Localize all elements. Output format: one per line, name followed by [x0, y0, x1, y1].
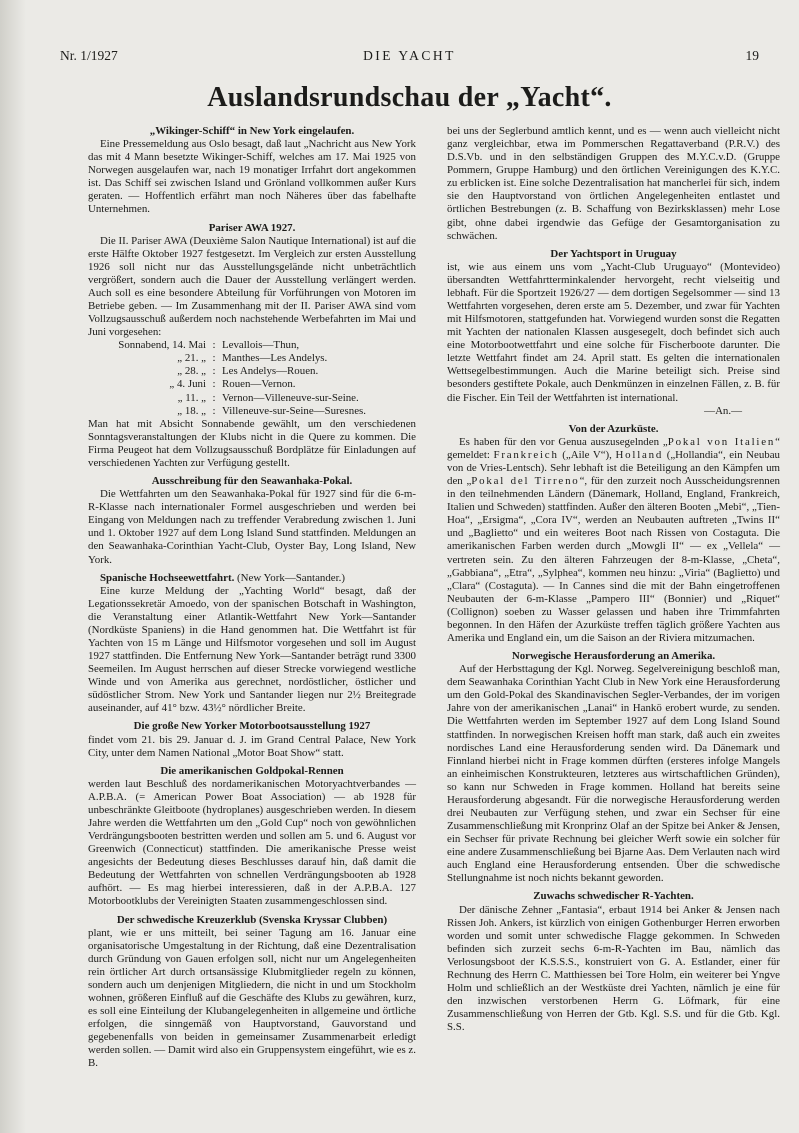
trophy-name-italien: Pokal von Italien	[667, 435, 776, 448]
section-lead-spanische: Spanische Hochseewettfahrt.	[99, 571, 235, 584]
section-body-uruguay: ist, wie aus einem uns vom „Yacht-Club Uruguayo“ (Montevideo) übersandten Wettfahrtterminkalender hervorgeht, recht vielseitig und lebhaft. Für die Sportzeit 1926/27 — dem dortigen Segelsommer — sind 13 Wettfahrten vorgesehen, deren erste am 5. Dezember, und zwar für Yachten mit Hilfsmotoren, stattgefunden hat. Vorwiegend wurden sonst die Regatten mit Yachten der nationalen Klassen ausgesegelt, doch befindet sich auch eine Motorbootwettfahrt und eine solche für Fischerboote darunter. Die letzte Wettfahrt findet am 24. April statt. Es gelten die internationalen Wettsegelbestimmungen. Auch die Marine beteiligt sich. Preise sind besonders gestiftete Pokale, auch Denkmünzen in einzelnen Fällen, z. B. für die Fischer. Ein Teil der Wettfahrten ist international.	[447, 260, 780, 404]
section-body-kreuzerklub-cont: bei uns der Seglerbund amtlich kennt, und es — wenn auch vielleicht nicht ganz vergleichbar, etwa im Pommerschen Regattaverband (P.R.V.) des D.S.Vb. und in den selbständigen Gruppen des M.Y.C.v.D. (Gruppe Pommern, Gruppe Hamburg) und den örtlichen Vereinigungen des K.Y.C. zu erblicken ist. Eine solche Dezentralisation hat mancherlei für sich, indem sie den Hauptvorstand von örtlichen Angelegenheiten entlastet und örtlichen Bestrebungen (z. B. Schaffung von Bezirksklassen) mehr Lose gibt, ohne dabei irgendwie das Gefüge der Gesamtorganisation zu schwächen.	[447, 125, 780, 242]
section-body-norwegische: Auf der Herbsttagung der Kgl. Norweg. Segelvereinigung beschloß man, dem Seawanhaka Corinthian Yacht Club in New York eine Herausforderung um den Gold-Pokal des Skandinavischen Segler-Verbandes, der im vorigen Jahre von der amerikanischen „Lanai“ in Hankö erobert wurde, zu senden. Die Wettfahrten werden im September 1927 auf dem Long Island Sound stattfinden. In norwegischen Kreisen hofft man stark, daß auch ein zweites nordisches Land eine Herausforderung senden wird. Da Dänemark und Finnland hierbei nicht in Frage kommen dürften (ersteres infolge Mangels an einheimischen Konstrukteuren, letzteres aus wirtschaftlichen Gründen), so kann nur Schweden in Frage kommen. Holland hat bereits seine Herausforderung abgesandt. Für die norwegische Herausforderung werden drei Neubauten zur Verfügung stehen, und zwar ein Sechser für eine Zusammenschließung mit Kronprinz Olaf an der Spitze bei Anker & Jensen, ein Sechser für private Rechnung bei gleicher Werft sowie ein solcher für eine andere Zusammenschließung bei Bjarne Aas. Dem Verlauten nach wird auch England eine Herausforderung entsenden. Über die schwedische Stellungnahme ist noch nichts bekannt geworden.	[447, 663, 780, 885]
schedule-date: „ 4. Juni	[169, 378, 206, 391]
running-header	[60, 48, 759, 66]
section-title-norwegische: Norwegische Herausforderung an Amerika.	[511, 650, 716, 663]
text-run: („Hollandia“, ein Neubau von de Vries-Lentsch). Sehr lebhaft ist die Beteiligung an den Kämpfen um den „	[447, 448, 780, 488]
section-lead-rest: (New York—Santander.)	[234, 571, 346, 584]
magazine-name: DIE YACHT	[363, 48, 456, 63]
schedule-row: „ 11. „ : Vernon—Villeneuve-sur-Seine.	[88, 392, 416, 405]
page-number: 19	[745, 48, 759, 63]
section-title-kreuzerklub: Der schwedische Kreuzerklub (Svenska Kryssar Clubben)	[116, 913, 388, 926]
werbefahrten-schedule	[88, 339, 416, 417]
schedule-date: „ 21. „	[177, 352, 206, 365]
section-body-pariser-awa-2: Man hat mit Absicht Sonnabende gewählt, um den verschiedenen Sonntagsveranstaltungen der Klubs nicht in die Quere zu kommen. Die Firma Peugeot hat dem Vollzugsausschuß Bordplätze für Einladungen auf verschiedenen Yachten zur Verfügung gestellt.	[88, 417, 416, 469]
schedule-date: „ 18. „	[177, 404, 206, 417]
schedule-route: Levallois—Thun,	[222, 339, 300, 352]
schedule-route: Manthes—Les Andelys.	[222, 352, 328, 365]
section-body-schwedische-r-yachten: Der dänische Zehner „Fantasia“, erbaut 1914 bei Anker & Jensen nach Rissen Joh. Ankers, ist kürzlich von einigen Gothenburger Herren erworben worden und somit unter schwedische Flagge gekommen. In Schweden befinden sich zurzeit sechs 6-m-R-Yachten im Bau, nämlich das Verlosungsboot der K.S.S.S., konstruiert von G. A. Estlander, einer für Rechnung des Herrn C. Matthiessen bei Tore Holm, ein weiterer bei Yngve Holm und schließlich an der Westküste drei Yachten, nämlich je eine für den inzwischen verstorbenen Herrn G. Löfmark, für eine Zusammenschließung von Herren der Gtb. Kgl. S.S. und für die Gtb. Kgl. S.S.	[447, 903, 780, 1034]
section-spanische-hochsee	[88, 572, 416, 585]
country-holland: Holland	[615, 448, 664, 461]
text-run: („Aile V“),	[558, 448, 616, 461]
section-title-azurkueste: Von der Azurküste.	[568, 422, 659, 435]
schedule-row: „ 18. „ : Villeneuve-sur-Seine—Suresnes.	[88, 405, 416, 418]
section-body-seawanhaka: Die Wettfahrten um den Seawanhaka-Pokal für 1927 sind für die 6-m-R-Klasse nach internationaler Formel ausgeschrieben und werden bei Eingang von Meldungen nach zu treffender Verabredung zwischen 1. Juni und 1. Oktober 1927 auf dem Long Island Sund stattfinden. Meldungen an den Seawanhaka-Corinthian Yacht-Club, Oyster Bay, Long Island, New York.	[88, 488, 416, 566]
section-body-pariser-awa: Die II. Pariser AWA (Deuxième Salon Nautique International) ist auf die erste Hälfte Oktober 1927 festgesetzt. Im Vergleich zur ersten Ausstellung 1926 soll nicht nur das Ausstellungsgelände nicht unbeträchtlich vergrößert, sondern auch die Dauer der Ausstellung verlängert werden. Auch soll es eine besondere Abteilung für Vorführungen von Motoren im Betriebe geben. — Im Zusammenhang mit der II. Pariser AWA sind vom Vollzugsausschuß außerdem noch nachstehende Werbefahrten im Mai und Juni vorgesehen:	[88, 234, 416, 339]
section-body-spanische: Eine kurze Meldung der „Yachting World“ besagt, daß der Legationssekretär Amoedo, von der spanischen Botschaft in Washington, die Veranstaltung einer Atlantik-Wettfahrt New York—Santander (Nordküste Spaniens) in die Hand genommen hat. Die Wettfahrt ist für Yachten von 15 m Länge und Hilfsmotor vorgesehen und soll im August 1927 stattfinden. Die Entfernung New York—Santander beträgt rund 3300 Seemeilen. Im August herrschen auf dieser Strecke vorwiegend westliche Winde und von Amerika aus gerechnet, nordöstlicher, östlicher und südöstlicher Strom. New York und Santander liegen nur 2½ Breitegrade auseinander, auf 41° bzw. 43½° nördlicher Breite.	[88, 584, 416, 715]
page-title: Auslandsrundschau der „Yacht“.	[207, 82, 612, 113]
section-body-goldpokal: werden laut Beschluß des nordamerikanischen Motoryachtverbandes — A.P.B.A. (= American Power Boat Association) — ab 1928 für unbeschränkte Gleitboote (hydroplanes) ausgeschrieben werden. In diesem Jahre werden die Wettfahrten um den „Gold Cup“ noch von gewöhnlichen Verdrängungsbooten bestritten werden und sollen am 5. und 6. August vor Greenwich (Connecticut) stattfinden. Die amerikanische Presse weist angesichts der Bedeutung dieses Beschlusses darauf hin, daß damit die Bedeutung der Wettfahrten von schnellen Verdrängungsbooten ab 1928 aufhört. — Es mag hierbei interessieren, daß in der A.P.B.A. 127 Motorbootklubs der Vereinigten Staaten zusammengeschlossen sind.	[88, 777, 416, 908]
schedule-row: Sonnabend, 14. Mai : Levallois—Thun,	[88, 339, 416, 352]
section-title-seawanhaka: Ausschreibung für den Seawanhaka-Pokal.	[151, 475, 353, 488]
schedule-date: Sonnabend, 14. Mai	[118, 339, 206, 352]
schedule-date: „ 28. „	[177, 365, 206, 378]
section-title-goldpokal: Die amerikanischen Goldpokal-Rennen	[160, 764, 344, 777]
text-run: “, für den zurzeit noch Ausscheidungsrennen in den teilnehmenden Ländern (Dänemark, Holland, England, Frankreich, Italien und Schweden) stattfinden. Außer den älteren Booten „Mebi“, „Tien-Hoa“, „Ersigma“, „Cora IV“, werden an Neubauten auftreten „Twins II“ und „Baglietto“ und ein weiteres Boot nach Rissen von Costaguta. Die amerikanischen Farben werden durch „Mowgli II“ — ex „Vellela“ — vertreten sein. Zu den älteren Fahrzeugen der 8-m-Klasse, „Cheta“, „Gabbiana“, „Etra“, „Sylphea“, kommen neu hinzu: „Viria“ (Baglietto) und „Clara“ (Costaguta). — In Cannes sind die mit der Bahn eingetroffenen Neubauten der 6-m-Klasse „Pampero III“ (Bonnier) und „Riquet“ (Collignon) soeben zu Wasser gelassen und haben ihre Trimmfahrten begonnen. In den Häfen der Azurküste treffen täglich größere Yachten aus Amerika und England ein, um die Saison an der Riviera mitzumachen.	[447, 475, 780, 644]
section-title-wikinger: „Wikinger-Schiff“ in New York eingelaufen.	[149, 125, 355, 137]
country-frankreich: Frankreich	[493, 448, 559, 461]
section-title-motorbootsausstellung: Die große New Yorker Motorbootsausstellung 1927	[133, 720, 371, 733]
section-body-azurkueste	[447, 436, 780, 645]
schedule-route: Villeneuve-sur-Seine—Suresnes.	[222, 404, 366, 417]
section-title-uruguay: Der Yachtsport in Uruguay	[550, 247, 677, 260]
issue-number: Nr. 1/1927	[60, 48, 118, 63]
schedule-row: „ 21. „ : Manthes—Les Andelys.	[88, 352, 416, 365]
author-signature: —An.—	[704, 404, 742, 417]
right-column	[447, 125, 780, 1034]
section-body-kreuzerklub: plant, wie er uns mitteilt, bei seiner Tagung am 16. Januar eine organisatorische Umgestaltung in der Richtung, daß eine Dezentralisation durch Gründung von Gauen erfolgen soll, nicht nur um Angelegenheiten rein örtlicher Art durch ortsansässige Klubmitglieder regeln zu können, sondern auch um denjenigen Mitgliedern, die nicht in und um Stockholm wohnen, größeren Einfluß auf die Geschäfte des Klubs zu gewähren, kurz, es soll eine Einteilung der Klubangelegenheiten in allgemeine und örtliche erfolgen, die sinngemäß von Hauptvorstand, Gauvorstand und gegebenenfalls von beiden in gemeinsamer Zusammenarbeit erledigt werden sollen. — Damit wird also ein Gruppensystem eingeführt, wie es z. B.	[88, 926, 416, 1070]
left-column	[88, 125, 416, 1070]
trophy-name-tirreno: Pokal del Tirreno	[471, 475, 580, 488]
schedule-route: Vernon—Villeneuve-sur-Seine.	[222, 391, 359, 404]
section-title-schwedische-r-yachten: Zuwachs schwedischer R-Yachten.	[533, 890, 694, 903]
schedule-date: „ 11. „	[177, 391, 206, 404]
section-body-motorbootsausstellung: findet vom 21. bis 29. Januar d. J. im Grand Central Palace, New York City, unter dem Namen National „Motor Boat Show“ statt.	[88, 733, 416, 759]
text-run: “ gemeldet:	[447, 435, 780, 461]
text-run: Es haben für den vor Genua auszusegelnden „	[458, 435, 668, 448]
schedule-row: „ 4. Juni : Rouen—Vernon.	[88, 378, 416, 391]
schedule-route: Rouen—Vernon.	[222, 378, 296, 391]
schedule-route: Les Andelys—Rouen.	[222, 365, 319, 378]
section-body-wikinger: Eine Pressemeldung aus Oslo besagt, daß laut „Nachricht aus New York das mit 4 Mann besetzte Wikinger-Schiff, welches am 17. Mai 1925 von Norwegen ausgelaufen war, nach 19 monatiger Irrfahrt dort angekommen ist. Das Schiff sei zwischen Island und Grönland vollkommen außer Kurs geraten. — Hoffentlich erfährt man noch Näheres über das fabelhafte Unternehmen.	[88, 138, 416, 216]
section-title-pariser-awa: Pariser AWA 1927.	[208, 221, 296, 234]
schedule-row: „ 28. „ : Les Andelys—Rouen.	[88, 365, 416, 378]
